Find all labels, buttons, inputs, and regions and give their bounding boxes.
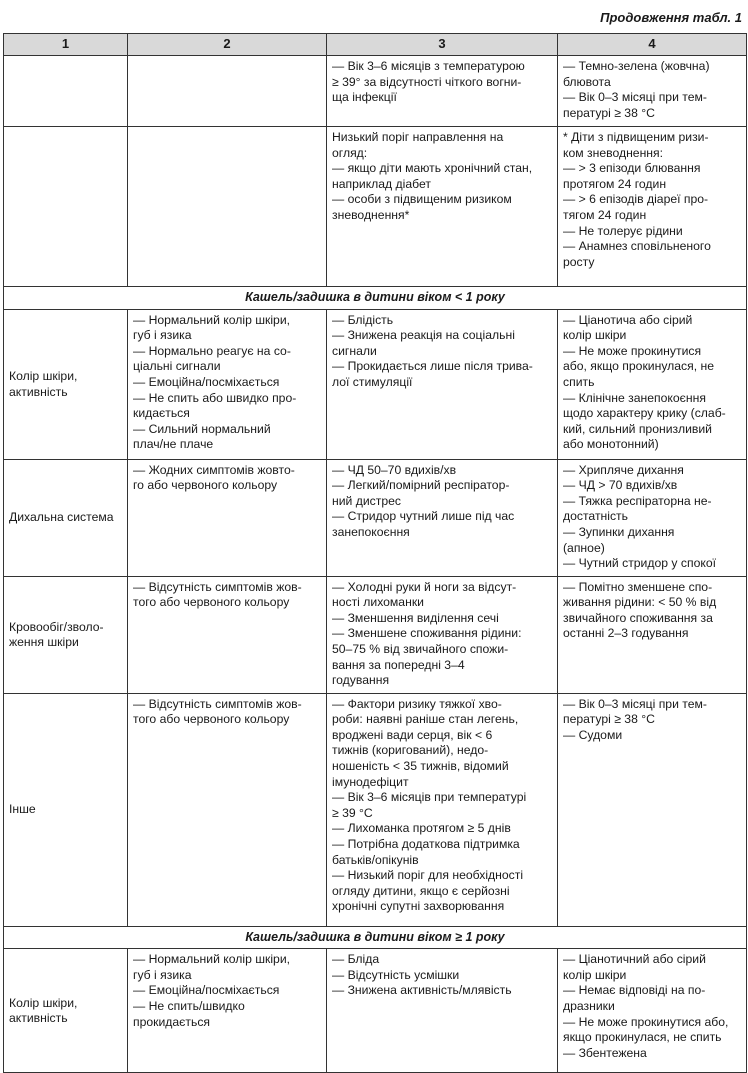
cell-text: — Блідість — Знижена реакція на соціальні сигнали — Прокидається лише після трива- лої стимуляції [332,312,533,389]
table-caption: Продовження табл. 1 [600,10,742,25]
table-row [4,56,747,127]
cell-text: — ЧД 50–70 вдихів/хв — Легкий/помірний респіратор- ний дистрес — Стридор чутний лише під час занепокоєння [332,462,515,539]
section-row [4,926,747,949]
cell-text: Низький поріг направлення на огляд: — якщо діти мають хронічний стан, наприклад діабет — особи з підвищеним ризиком зневоднення* [332,130,533,222]
cell-text: — Відсутність симптомів жов- того або червоного кольору [133,579,302,610]
criteria-cell-col3 [327,693,558,926]
cell-text: — Ціанотича або сірий колір шкіри — Не може прокинутися або, якщо прокинулася, не спить — Клінічне занепокоєння щодо характеру крику (слаб- кий, сильний пронизливий або монотонний) [563,312,726,452]
criteria-cell-col4 [558,56,747,127]
row-label-cell [4,56,128,127]
criteria-cell-col3 [327,309,558,459]
criteria-cell-col2 [128,949,327,1073]
column-header-1: 1 [4,34,128,56]
criteria-cell-col4 [558,693,747,926]
header-row [4,34,747,56]
cell-text: — Вік 3–6 місяців з температурою ≥ 39° за відсутності чіткого вогни- ща інфекції [332,59,525,105]
cell-text: * Діти з підвищеним ризи- ком зневоднення: — > 3 епізоди блювання протягом 24 годин — > 6 епізодів діареї про- тягом 24 годин — Не толерує рідини — Анамнез сповільненого росту [563,130,711,269]
column-header-3: 3 [327,34,558,56]
table-row [4,459,747,576]
criteria-cell-col2 [128,459,327,576]
cell-text: Кровообіг/зволо- ження шкіри [9,619,104,650]
cell-text: — Хрипляче дихання — ЧД > 70 вдихів/хв — Тяжка респіраторна не- достатність — Зупинки дихання (апное) — Чутний стридор у спокої [563,462,717,571]
cell-text: — Нормальний колір шкіри, губ і язика — Нормально реагує на со- ціальні сигнали — Емоційна/посміхається — Не спить або швидко про- кидається — Сильний нормальний плач/не плаче [133,312,297,452]
row-label-cell [4,693,128,926]
criteria-cell-col3 [327,127,558,287]
cell-text: — Вік 0–3 місяці при тем- пературі ≥ 38 °С — Судоми [563,696,707,742]
section-title: Кашель/задишка в дитини віком < 1 року [4,287,747,310]
column-header-2: 2 [128,34,327,56]
cell-text: — Фактори ризику тяжкої хво- роби: наявні раніше стан легень, вроджені вади серця, вік < 6 тижнів (коригований), недо- ношеність < 35 тижнів, відомий імунодефіцит — Вік 3–6 місяців при температурі ≥ 39 °С — Лихоманка протягом ≥ 5 днів — Потрібна додаткова підтримка батьків/опікунів — Низький поріг для необхідності огляду дитини, якщо є серйозні хронічні супутні захворювання [332,696,527,914]
criteria-cell-col3 [327,56,558,127]
criteria-cell-col3 [327,459,558,576]
criteria-cell-col2 [128,576,327,693]
table-row [4,127,747,287]
cell-text: Інше [9,802,36,817]
criteria-cell-col2 [128,127,327,287]
cell-text: — Ціанотичний або сірий колір шкіри — Немає відповіді на по- дразники — Не може прокинутися або, якщо прокинулася, не спить — Збентежена [563,952,729,1060]
cell-text: — Холодні руки й ноги за відсут- ності лихоманки — Зменшення виділення сечі — Зменшене споживання рідини: 50–75 % від звичайного спожи- вання за попередні 3–4 годування [332,579,522,688]
row-label-cell [4,459,128,576]
criteria-cell-col3 [327,949,558,1073]
cell-text: — Бліда — Відсутність усмішки — Знижена активність/млявість [332,952,512,998]
criteria-cell-col4 [558,949,747,1073]
cell-text: — Нормальний колір шкіри, губ і язика — Емоційна/посміхається — Не спить/швидко прокидається [133,952,291,1029]
cell-text: Колір шкіри, активність [9,369,78,399]
row-label-cell [4,949,128,1073]
clinical-table [3,33,747,1073]
cell-text: — Жодних симптомів жовто- го або червоного кольору [133,462,295,493]
table-row [4,309,747,459]
criteria-cell-col4 [558,576,747,693]
table-body [4,56,747,1073]
criteria-cell-col2 [128,693,327,926]
cell-text: Колір шкіри, активність [9,995,78,1026]
cell-text: Дихальна система [9,510,114,525]
criteria-cell-col2 [128,56,327,127]
table-row [4,576,747,693]
table-row [4,949,747,1073]
row-label-cell [4,576,128,693]
section-row [4,287,747,310]
criteria-cell-col4 [558,127,747,287]
criteria-cell-col2 [128,309,327,459]
cell-text: — Помітно зменшене спо- живання рідини: < 50 % від звичайного споживання за останні 2–3 годування [563,579,717,641]
cell-text: — Темно-зелена (жовчна) блювота — Вік 0–3 місяці при тем- пературі ≥ 38 °С [563,59,710,120]
row-label-cell [4,127,128,287]
criteria-cell-col4 [558,459,747,576]
section-title: Кашель/задишка в дитини віком ≥ 1 року [4,926,747,949]
table-row [4,693,747,926]
row-label-cell [4,309,128,459]
criteria-cell-col4 [558,309,747,459]
cell-text: — Відсутність симптомів жов- того або червоного кольору [133,696,302,727]
column-header-4: 4 [558,34,747,56]
criteria-cell-col3 [327,576,558,693]
